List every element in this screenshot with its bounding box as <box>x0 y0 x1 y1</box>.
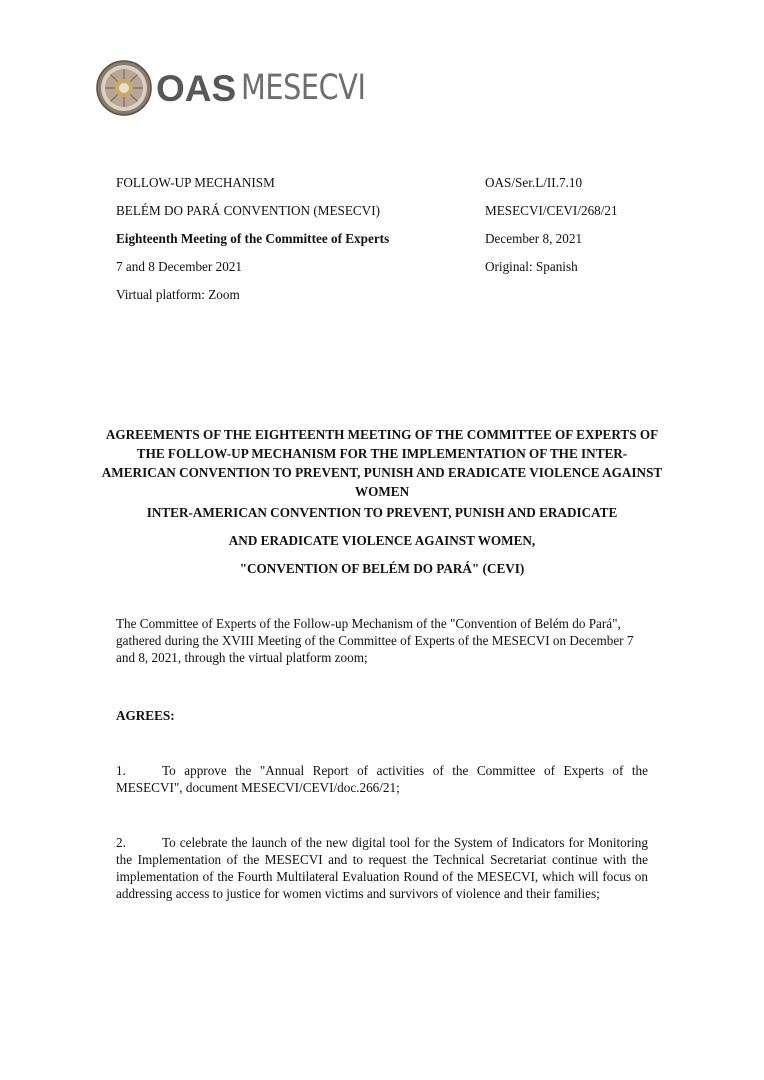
agreement-item-number: 1. <box>116 763 126 778</box>
agreement-item-number: 2. <box>116 835 126 850</box>
header-doc-number: MESECVI/CEVI/268/21 <box>485 203 618 218</box>
header-original-language: Original: Spanish <box>485 259 578 274</box>
agrees-heading: AGREES: <box>116 708 175 723</box>
convention-title-line-3: "CONVENTION OF BELÉM DO PARÁ" (CEVI) <box>239 561 525 576</box>
header-meeting: Eighteenth Meeting of the Committee of Experts <box>116 231 390 246</box>
oas-mesecvi-logo <box>96 60 393 116</box>
document-title: AGREEMENTS OF THE EIGHTEENTH MEETING OF THE COMMITTEE OF EXPERTS OF THE FOLLOW-UP MECHANISM FOR THE IMPLEMENTATION OF THE INTER-AMERICAN CONVENTION TO PREVENT, PUNISH AND ERADICATE VIOLENCE AGAINST WOMEN <box>101 427 663 499</box>
convention-title-line-1: INTER-AMERICAN CONVENTION TO PREVENT, PUNISH AND ERADICATE <box>146 505 618 520</box>
oas-seal-icon <box>96 60 152 116</box>
logo-oas-text: OAS <box>156 67 237 109</box>
header-platform: Virtual platform: Zoom <box>116 287 240 302</box>
intro-paragraph: The Committee of Experts of the Follow-up Mechanism of the "Convention of Belém do Pará", gathered during the XVIII Meeting of the Committee of Experts of the MESECVI on December 7 and 8, 2021, through the virtual platform zoom; <box>116 616 634 665</box>
agreement-item-1 <box>116 762 648 796</box>
header-mechanism: FOLLOW-UP MECHANISM <box>116 175 275 190</box>
header-doc-series: OAS/Ser.L/II.7.10 <box>485 175 583 190</box>
header-convention: BELÉM DO PARÁ CONVENTION (MESECVI) <box>116 203 380 218</box>
header-doc-date: December 8, 2021 <box>485 231 583 246</box>
convention-title-line-2: AND ERADICATE VIOLENCE AGAINST WOMEN, <box>228 533 536 548</box>
agreement-item-2 <box>116 834 648 902</box>
agreement-item-text: To celebrate the launch of the new digital tool for the System of Indicators for Monitoring the Implementation of the MESECVI and to request the Technical Secretariat continue with the implementation of the Fourth Multilateral Evaluation Round of the MESECVI, which will focus on addressing access to justice for women victims and survivors of violence and their families; <box>116 835 648 901</box>
header-dates: 7 and 8 December 2021 <box>116 259 242 274</box>
agreement-item-text: To approve the "Annual Report of activities of the Committee of Experts of the MESECVI", document MESECVI/CEVI/doc.266/21; <box>116 763 648 795</box>
logo-mesecvi-text: MESECVI <box>241 67 366 108</box>
